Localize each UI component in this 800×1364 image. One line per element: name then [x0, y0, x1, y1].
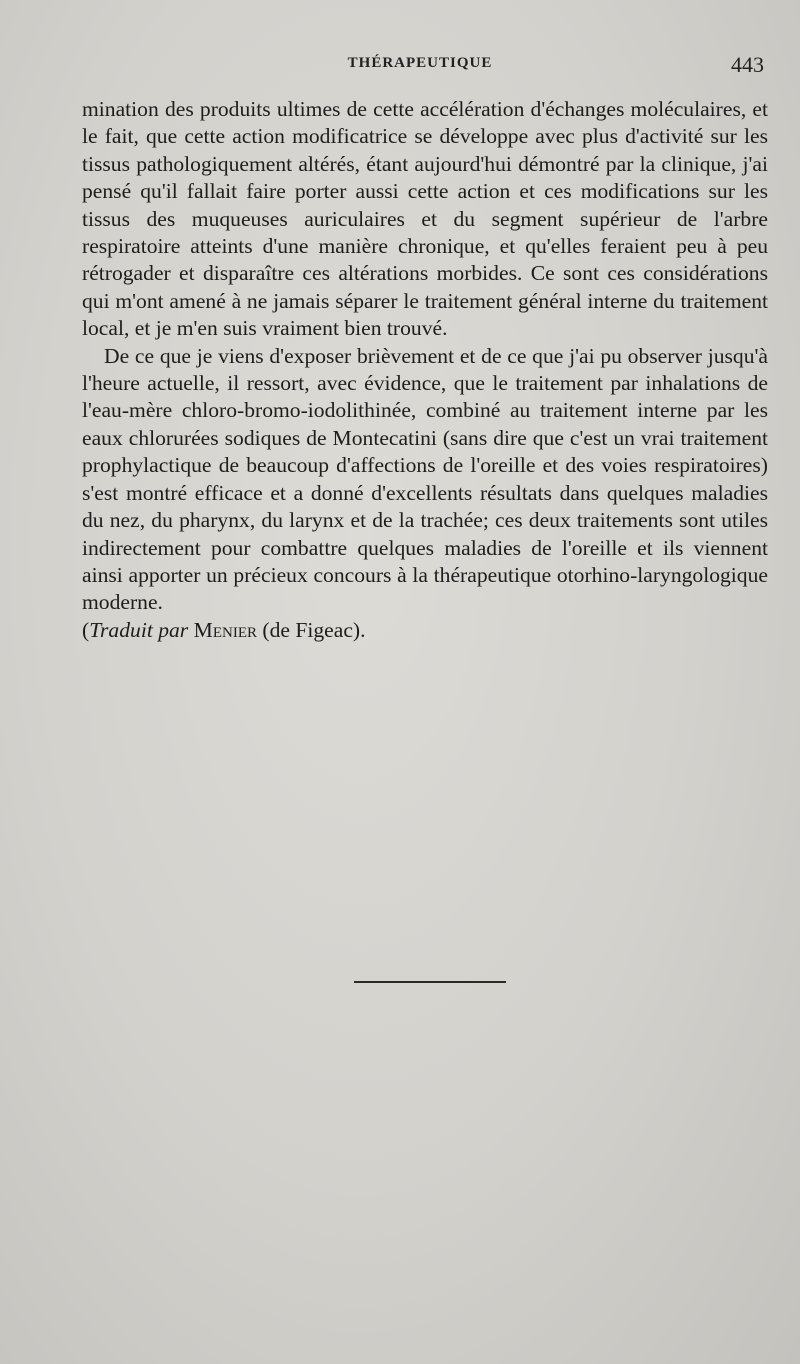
signature-place: (de Figeac). [262, 617, 366, 642]
signature-open-paren: ( [82, 617, 90, 642]
signature-translator-name: Menier [193, 617, 257, 642]
paragraph-continuation: mination des produits ultimes de cette accélération d'échanges moléculaires, et le fait, que cette action modificatrice se développe avec plus d'activité sur les tissus pathologiquement altérés, étant aujourd'hui démontré par la clinique, j'ai pensé qu'il fallait faire porter aussi cette action et ces modifications sur les tissus des muqueuses auriculaires et du segment supérieur de l'arbre respiratoire atteints d'une manière chronique, et qu'elles feraient peu à peu rétrogader et disparaître ces altérations morbides. Ce sont ces considérations qui m'ont amené à ne jamais séparer le traitement général interne du traitement local, et je m'en suis vraiment bien trouvé. [82, 97, 768, 341]
signature-translated-by: Traduit par [89, 617, 189, 642]
running-title: THÉRAPEUTIQUE [347, 55, 493, 71]
translator-signature [82, 617, 768, 644]
paragraph-conclusion: De ce que je viens d'exposer brièvement et de ce que j'ai pu observer jusqu'à l'heure actuelle, il ressort, avec évidence, que le traitement par inhalations de l'eau-mère chloro-bromo-iodolithinée, combiné au traitement interne par les eaux chlorurées sodiques de Montecatini (sans dire que c'est un vrai traitement prophylactique de beaucoup d'affections de l'oreille et des voies respiratoires) s'est montré efficace et a donné d'excellents résultats dans quelques maladies du nez, du pharynx, du larynx et de la trachée; ces deux traitements sont utiles indirectement pour combattre quelques maladies de l'oreille et ils viennent ainsi apporter un précieux concours à la thérapeutique otorhino-laryngologique moderne. [82, 343, 768, 615]
page-number: 443 [731, 52, 764, 77]
body-text [82, 96, 768, 644]
end-rule [354, 981, 506, 983]
